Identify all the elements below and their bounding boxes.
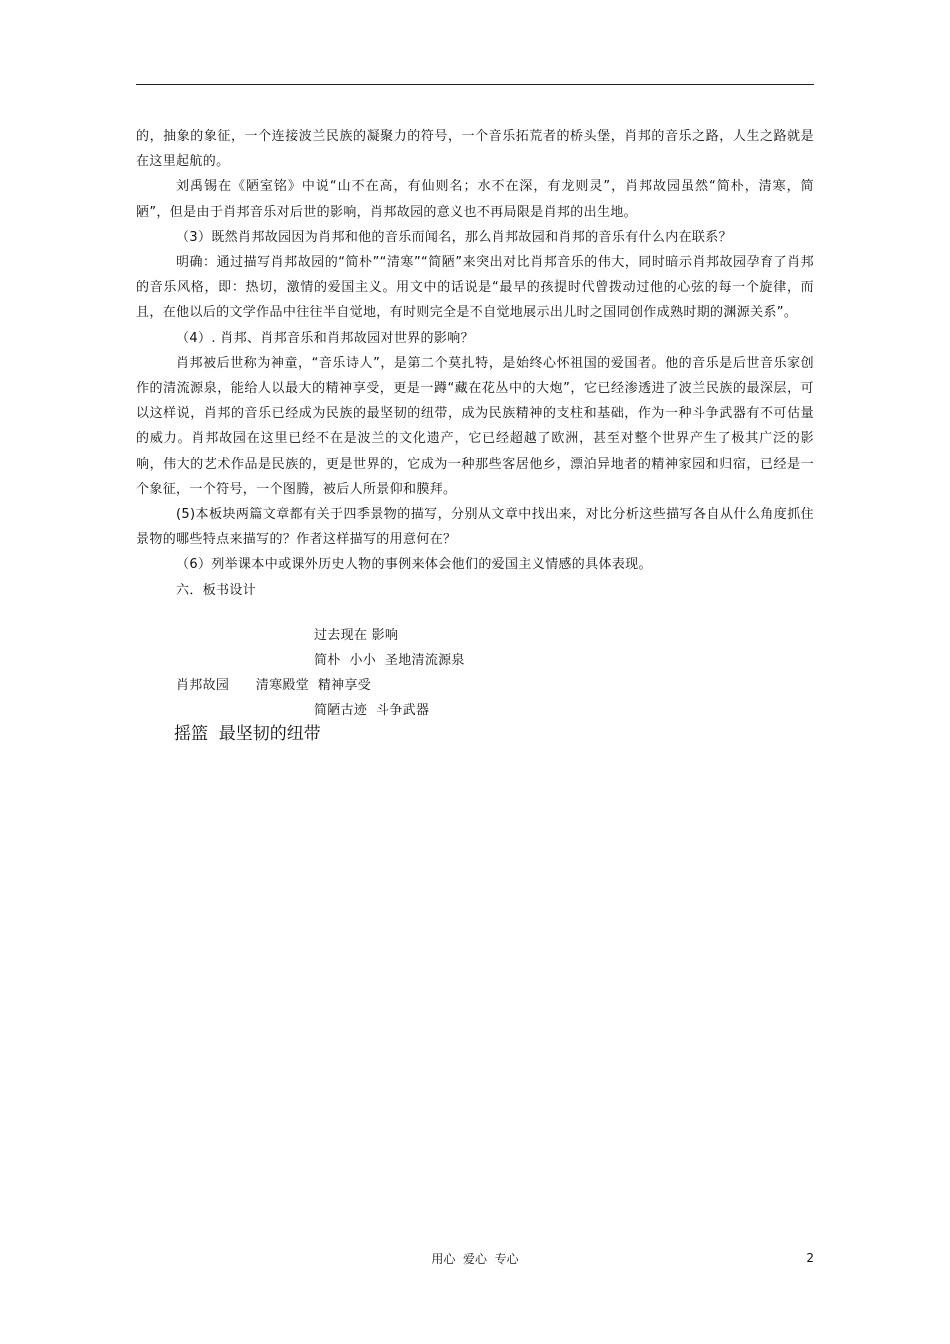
paragraph-continuation: 的，抽象的象征，一个连接波兰民族的凝聚力的符号，一个音乐拓荒者的桥头堡，肖邦的音乐之路，人生之路就是在这里起航的。 — [136, 129, 814, 170]
header-rule — [136, 84, 814, 85]
board-line-3: 肖邦故园 清寒殿堂 精神享受 — [176, 678, 372, 693]
board-line-5: 摇篮 最坚韧的纽带 — [174, 724, 321, 744]
question-3: （3）既然肖邦故园因为肖邦和他的音乐而闻名，那么肖邦故园和肖邦的音乐有什么内在联系？ — [176, 229, 732, 245]
paragraph-liu-yuxi-quote: 刘禹锡在《陋室铭》中说“山不在高，有仙则名；水不在深，有龙则灵”，肖邦故园虽然“简朴，清寒，简陋”，但是由于肖邦音乐对后世的影响，肖邦故园的意义也不再局限是肖邦的出生地。 — [136, 179, 814, 220]
footer-motto: 用心 爱心 专心 — [431, 1252, 519, 1266]
question-5: (5)本板块两篇文章都有关于四季景物的描写，分别从文章中找出来，对比分析这些描写各自从什么角度抓住景物的哪些特点来描写的？作者这样描写的用意何在？ — [136, 507, 814, 548]
board-line-2: 简朴 小小 圣地清流源泉 — [314, 653, 465, 668]
page-number: 2 — [806, 1251, 814, 1265]
board-line-4: 简陋古迹 斗争武器 — [314, 703, 430, 718]
question-4: （4）. 肖邦、肖邦音乐和肖邦故园对世界的影响？ — [176, 330, 474, 346]
answer-3: 明确：通过描写肖邦故园的“简朴”“清寒”“简陋”来突出对比肖邦音乐的伟大，同时暗示肖邦故园孕育了肖邦的音乐风格，即：热切，激情的爱国主义。用文中的话说是“最早的孩提时代曾拨动过他的心弦的每一个旋律，而且，在他以后的文学作品中往往半自觉地，有时则完全是不自觉地展示出儿时之国同创作成熟时期的渊源关系”。 — [136, 255, 814, 321]
answer-4: 肖邦被后世称为神童，“音乐诗人”，是第二个莫扎特，是始终心怀祖国的爱国者。他的音乐是后世音乐家创作的清流源泉，能给人以最大的精神享受，更是一蹲“藏在花丛中的大炮”，它已经渗透进了波兰民族的最深层，可以这样说，肖邦的音乐已经成为民族的最坚韧的纽带，成为民族精神的支柱和基础，作为一种斗争武器有不可估量的威力。肖邦故园在这里已经不在是波兰的文化遗产，它已经超越了欧洲，甚至对整个世界产生了极其广泛的影响，伟大的艺术作品是民族的，更是世界的，它成为一种那些客居他乡，漂泊异地者的精神家园和归宿，已经是一个象征，一个符号，一个图腾，被后人所景仰和膜拜。 — [136, 355, 814, 497]
question-6: （6）列举课本中或课外历史人物的事例来体会他们的爱国主义情感的具体表现。 — [176, 557, 652, 573]
section-heading-board-design: 六．板书设计 — [176, 582, 257, 598]
document-body — [136, 124, 814, 603]
board-line-1: 过去现在 影响 — [314, 628, 399, 643]
